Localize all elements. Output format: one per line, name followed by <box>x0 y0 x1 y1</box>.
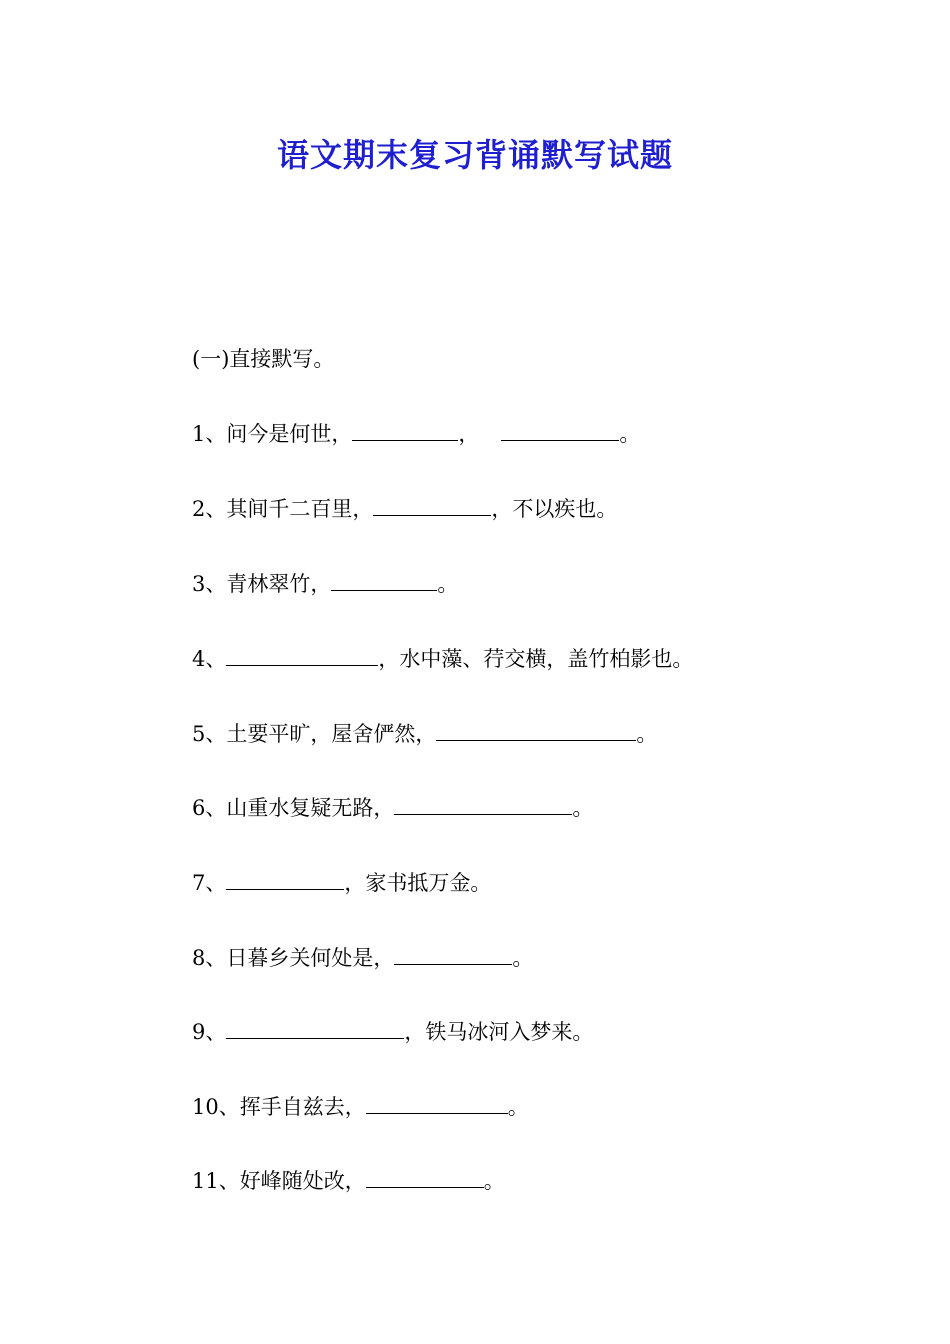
question-text: ， <box>458 422 480 446</box>
question-number: 6、 <box>192 796 227 820</box>
question-text: 。 <box>636 722 658 746</box>
question-text: ，不以疾也。 <box>491 497 618 521</box>
answer-blank[interactable] <box>352 418 458 441</box>
question-number: 10、 <box>192 1095 240 1119</box>
question-item <box>192 1165 505 1197</box>
question-text: 问今是何世， <box>226 422 353 446</box>
page-title: 语文期末复习背诵默写试题 <box>276 136 673 174</box>
question-text: ，铁马冰河入梦来。 <box>404 1020 594 1044</box>
answer-blank[interactable] <box>373 493 491 516</box>
answer-blank[interactable] <box>366 1165 484 1188</box>
answer-blank[interactable] <box>226 867 344 890</box>
answer-blank[interactable] <box>501 418 619 441</box>
answer-blank[interactable] <box>226 643 378 666</box>
question-number: 5、 <box>192 722 227 746</box>
answer-blank[interactable] <box>436 718 636 741</box>
question-item <box>192 867 491 899</box>
question-text: 日暮乡关何处是， <box>226 946 395 970</box>
question-text: 土要平旷，屋舍俨然， <box>226 722 437 746</box>
question-text: 。 <box>572 796 594 820</box>
question-text: 好峰随处改， <box>239 1169 366 1193</box>
question-text: 挥手自兹去， <box>239 1095 366 1119</box>
question-text: 。 <box>507 1095 529 1119</box>
question-text: ，家书抵万金。 <box>344 871 492 895</box>
question-item <box>192 643 693 675</box>
question-text: 山重水复疑无路， <box>226 796 395 820</box>
question-item <box>192 568 458 600</box>
question-item <box>192 718 657 750</box>
question-item <box>192 1091 529 1123</box>
question-item <box>192 792 593 824</box>
question-number: 3、 <box>192 572 227 596</box>
question-number: 7、 <box>192 871 227 895</box>
answer-blank[interactable] <box>394 942 512 965</box>
answer-blank[interactable] <box>226 1016 404 1039</box>
question-text: 。 <box>437 572 459 596</box>
answer-blank[interactable] <box>366 1091 508 1114</box>
question-number: 4、 <box>192 647 227 671</box>
question-text: 。 <box>483 1169 505 1193</box>
answer-blank[interactable] <box>394 792 572 815</box>
question-text: 。 <box>619 422 641 446</box>
question-item <box>192 942 533 974</box>
question-text: 其间千二百里， <box>226 497 374 521</box>
question-number: 1、 <box>192 422 227 446</box>
answer-blank[interactable] <box>331 568 437 591</box>
question-number: 11、 <box>192 1169 240 1193</box>
question-text: 。 <box>512 946 534 970</box>
section-heading: (一)直接默写。 <box>192 347 335 371</box>
question-item <box>192 1016 593 1048</box>
question-item <box>192 418 640 450</box>
question-number: 8、 <box>192 946 227 970</box>
question-text: 青林翠竹， <box>226 572 332 596</box>
question-text: ，水中藻、荇交横，盖竹柏影也。 <box>378 647 694 671</box>
question-item <box>192 493 617 525</box>
question-number: 9、 <box>192 1020 227 1044</box>
question-number: 2、 <box>192 497 227 521</box>
